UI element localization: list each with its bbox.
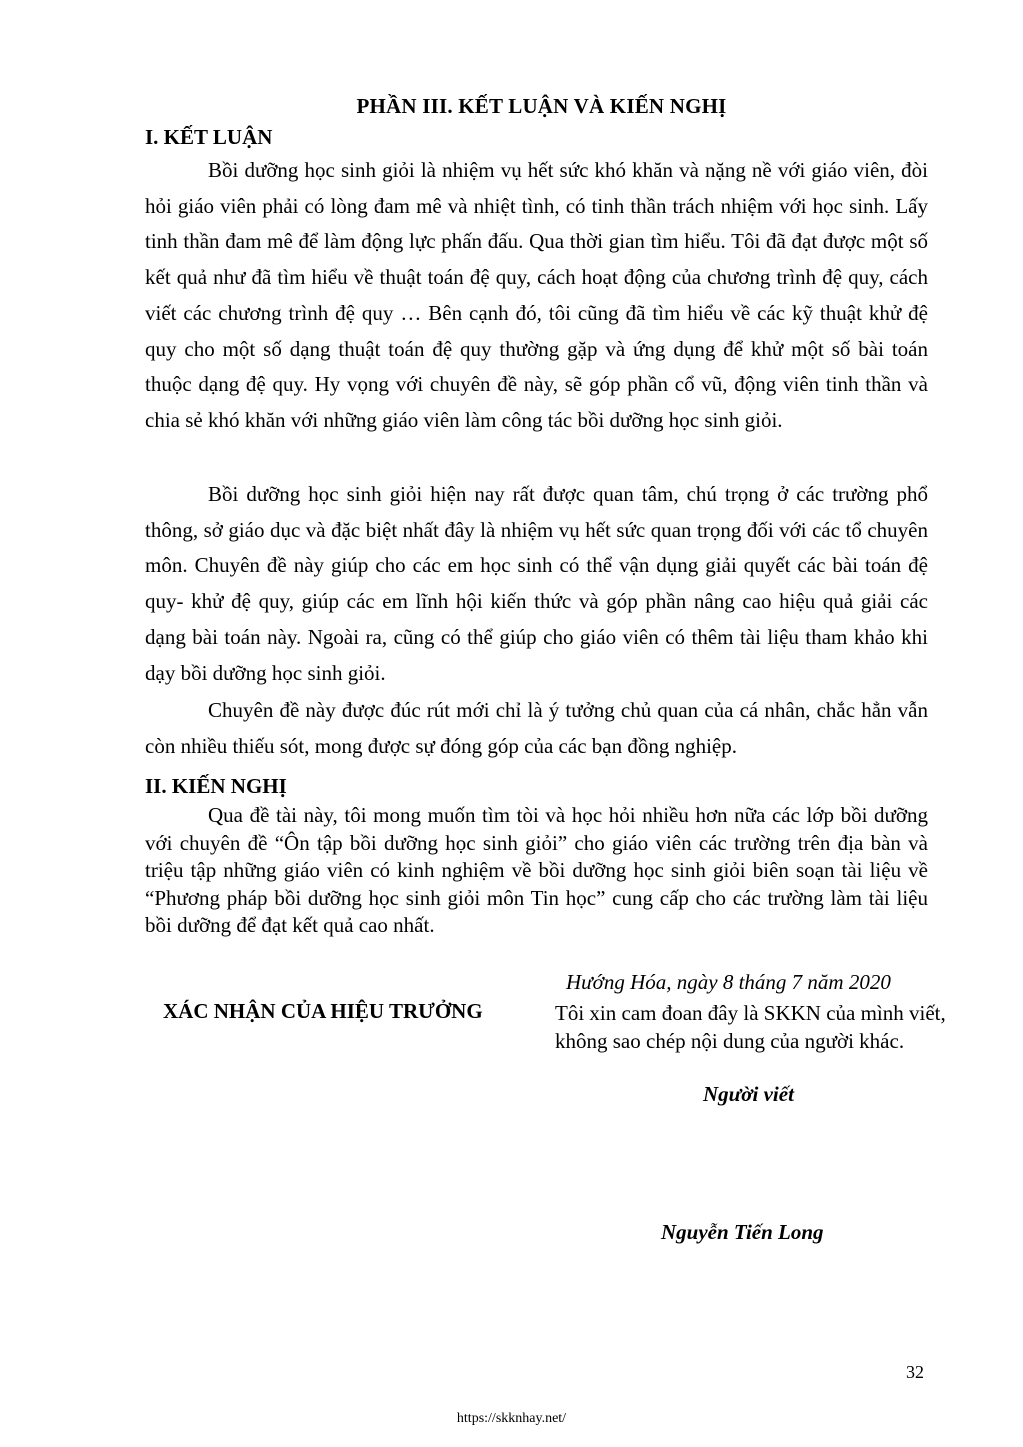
author-declaration: Tôi xin cam đoan đây là SKKN của mình viết, không sao chép nội dung của người khác. [555,1001,946,1053]
section-heading-conclusion: I. KẾT LUẬN [145,125,273,149]
principal-confirmation-heading: XÁC NHẬN CỦA HIỆU TRƯỞNG [163,999,483,1023]
conclusion-paragraph-1: Bồi dưỡng học sinh giỏi là nhiệm vụ hết sức khó khăn và nặng nề với giáo viên, đòi hỏi giáo viên phải có lòng đam mê và nhiệt tình, có tinh thần trách nhiệm với học sinh. Lấy tinh thần đam mê để làm động lực phấn đấu. Qua thời gian tìm hiểu. Tôi đã đạt được một số kết quả như đã tìm hiểu về thuật toán đệ quy, cách hoạt động của chương trình đệ quy, cách viết các chương trình đệ quy … Bên cạnh đó, tôi cũng đã tìm hiểu về các kỹ thuật khử đệ quy cho một số dạng thuật toán đệ quy thường gặp và ứng dụng để khử một số bài toán thuộc dạng đệ quy. Hy vọng với chuyên đề này, sẽ góp phần cổ vũ, động viên tinh thần và chia sẻ khó khăn với những giáo viên làm công tác bồi dưỡng học sinh giỏi. [145,158,928,432]
conclusion-paragraph-3: Chuyên đề này được đúc rút mới chỉ là ý tưởng chủ quan của cá nhân, chắc hẳn vẫn còn nhiều thiếu sót, mong được sự đóng góp của các bạn đồng nghiệp. [145,698,928,758]
section-heading-recommendation: II. KIẾN NGHỊ [145,774,287,798]
conclusion-paragraph-2: Bồi dưỡng học sinh giỏi hiện nay rất được quan tâm, chú trọng ở các trường phổ thông, sở giáo dục và đặc biệt nhất đây là nhiệm vụ hết sức quan trọng đối với các tổ chuyên môn. Chuyên đề này giúp cho các em học sinh có thể vận dụng giải quyết các bài toán đệ quy- khử đệ quy, giúp các em lĩnh hội kiến thức và góp phần nâng cao hiệu quả giải các dạng bài toán này. Ngoài ra, cũng có thể giúp cho giáo viên có thêm tài liệu tham khảo khi dạy bồi dưỡng học sinh giỏi. [145,482,928,685]
writer-name: Nguyễn Tiến Long [661,1220,824,1244]
writer-label: Người viết [703,1082,794,1106]
page-number: 32 [906,1362,924,1382]
part-title: PHẦN III. KẾT LUẬN VÀ KIẾN NGHỊ [356,94,727,118]
recommendation-paragraph: Qua đề tài này, tôi mong muốn tìm tòi và học hỏi nhiều hơn nữa các lớp bồi dưỡng với chuyên đề “Ôn tập bồi dưỡng học sinh giỏi” cho giáo viên các trường trên địa bàn và triệu tập những giáo viên có kinh nghiệm về bồi dưỡng học sinh giỏi biên soạn tài liệu về “Phương pháp bồi dưỡng học sinh giỏi môn Tin học” cung cấp cho các trường làm tài liệu bồi dưỡng để đạt kết quả cao nhất. [145,803,928,937]
place-date: Hướng Hóa, ngày 8 tháng 7 năm 2020 [566,970,891,994]
footer-url[interactable]: https://skknhay.net/ [456,1411,567,1426]
